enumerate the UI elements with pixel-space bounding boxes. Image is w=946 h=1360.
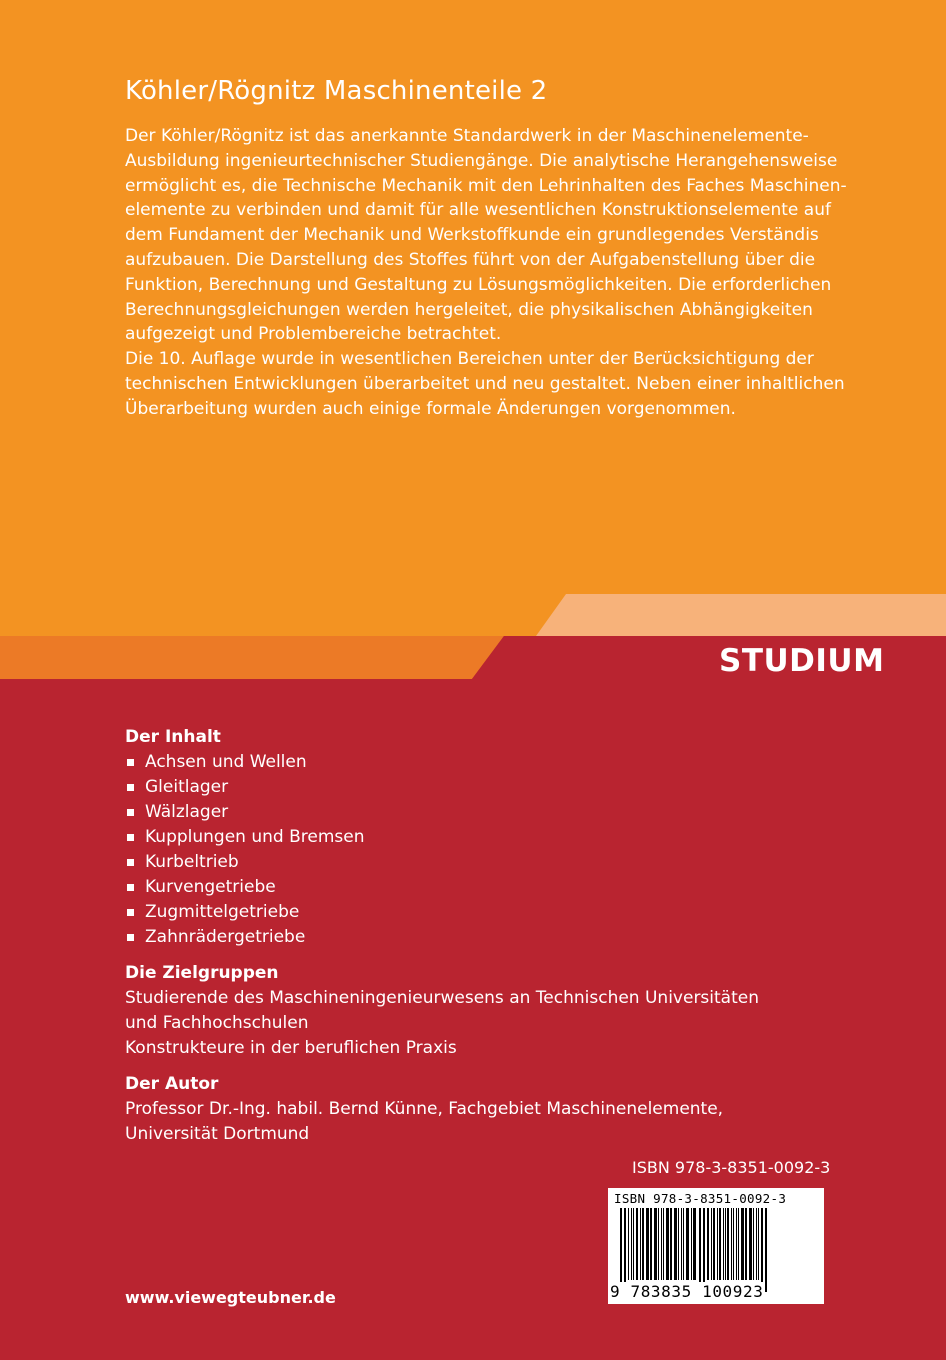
blurb-line: ermöglicht es, die Technische Mechanik mit den Lehrinhalten des Faches Maschinen- — [125, 175, 847, 196]
text-line: Konstrukteure in der beruflichen Praxis — [125, 1038, 457, 1058]
barcode-bar — [749, 1208, 752, 1280]
barcode-bar — [674, 1208, 677, 1280]
barcode-bar — [727, 1208, 729, 1280]
barcode-bar — [666, 1208, 669, 1280]
barcode-bar — [628, 1208, 629, 1280]
barcode-bar — [678, 1208, 679, 1280]
barcode-bar — [646, 1208, 649, 1280]
barcode-bar — [640, 1208, 641, 1280]
list-item: Gleitlager — [125, 775, 365, 800]
bullet-square-icon — [127, 759, 134, 766]
bullet-square-icon — [127, 909, 134, 916]
blurb-line: Die 10. Auflage wurde in wesentlichen Bereichen unter der Berücksichtigung der — [125, 349, 814, 370]
barcode-digits: 9 783835 100923 — [610, 1282, 764, 1301]
list-item: Zugmittelgetriebe — [125, 900, 365, 925]
barcode-bar — [633, 1208, 634, 1280]
barcode-bar — [654, 1208, 657, 1280]
barcode-bar — [731, 1208, 732, 1280]
barcode-bar — [661, 1208, 662, 1280]
list-item: Kurvengetriebe — [125, 875, 365, 900]
barcode-bar — [663, 1208, 664, 1280]
bullet-square-icon — [127, 834, 134, 841]
blurb-line: aufgezeigt und Problembereiche betrachtet. — [125, 324, 502, 345]
book-description — [125, 124, 925, 422]
text-line: Professor Dr.-Ing. habil. Bernd Künne, Fachgebiet Maschinenelemente, — [125, 1099, 724, 1119]
barcode-bar — [745, 1208, 747, 1280]
barcode-bar — [713, 1208, 715, 1280]
barcode-bar — [658, 1208, 659, 1280]
barcode-bar — [756, 1208, 757, 1280]
bullet-square-icon — [127, 884, 134, 891]
list-item: Achsen und Wellen — [125, 750, 365, 775]
section-heading: Der Autor — [125, 1074, 219, 1094]
barcode-bar — [691, 1208, 692, 1280]
book-title: Köhler/Rögnitz Maschinenteile 2 — [125, 76, 548, 106]
barcode-bar — [650, 1208, 652, 1280]
section-heading: Die Zielgruppen — [125, 963, 279, 983]
list-item: Kupplungen und Bremsen — [125, 825, 365, 850]
section-inhalt — [125, 725, 365, 950]
barcode-bar — [631, 1208, 632, 1280]
blurb-line: dem Fundament der Mechanik und Werkstoffkunde ein grundlegendes Verständis — [125, 225, 819, 246]
section-autor — [125, 1072, 723, 1147]
barcode-bar — [741, 1208, 744, 1280]
barcode-bar — [699, 1208, 701, 1292]
list-item: Zahnrädergetriebe — [125, 925, 365, 950]
barcode-bar — [758, 1208, 759, 1280]
blurb-line: elemente zu verbinden und damit für alle wesentlichen Konstruktionselemente auf — [125, 200, 831, 221]
bullet-square-icon — [127, 934, 134, 941]
bullet-square-icon — [127, 784, 134, 791]
bullet-square-icon — [127, 859, 134, 866]
barcode-bar — [725, 1208, 726, 1280]
blurb-line: Berechnungsgleichungen werden hergeleitet, die physikalischen Abhängigkeiten — [125, 299, 813, 320]
series-label: STUDIUM — [719, 643, 885, 679]
barcode-bar — [693, 1208, 696, 1280]
barcode-bar — [670, 1208, 672, 1280]
blurb-line: Der Köhler/Rögnitz ist das anerkannte Standardwerk in der Maschinenelemente- — [125, 126, 809, 146]
blurb-line: technischen Entwicklungen überarbeitet und neu gestaltet. Neben einer inhaltlichen — [125, 373, 845, 394]
barcode — [608, 1188, 824, 1304]
bullet-square-icon — [127, 809, 134, 816]
barcode-bar — [719, 1208, 721, 1280]
blurb-line: Ausbildung ingenieurtechnischer Studiengänge. Die analytische Herangehensweise — [125, 150, 838, 171]
text-line: Universität Dortmund — [125, 1124, 310, 1144]
list-item: Kurbeltrieb — [125, 850, 365, 875]
barcode-bar — [733, 1208, 734, 1280]
barcode-bar — [636, 1208, 638, 1280]
barcode-bar — [707, 1208, 709, 1280]
list-item: Wälzlager — [125, 800, 365, 825]
band-orange — [0, 636, 504, 679]
barcode-bar — [686, 1208, 689, 1280]
barcode-bar — [761, 1208, 763, 1292]
barcode-bar — [642, 1208, 644, 1280]
barcode-bar — [765, 1208, 767, 1292]
content-list — [125, 750, 365, 950]
band-peach — [536, 594, 946, 636]
barcode-bar — [711, 1208, 712, 1280]
barcode-bar — [717, 1208, 718, 1280]
blurb-line: Überarbeitung wurden auch einige formale Änderungen vorgenommen. — [125, 398, 736, 419]
blurb-line: Funktion, Berechnung und Gestaltung zu Lösungsmöglichkeiten. Die erforderlichen — [125, 274, 832, 295]
barcode-bar — [753, 1208, 754, 1280]
barcode-bar — [624, 1208, 626, 1292]
blurb-line: aufzubauen. Die Darstellung des Stoffes führt von der Aufgabenstellung über die — [125, 249, 816, 270]
text-line: und Fachhochschulen — [125, 1013, 309, 1033]
barcode-bars-icon — [618, 1208, 816, 1292]
barcode-bar — [736, 1208, 737, 1280]
isbn-number: ISBN 978-3-8351-0092-3 — [632, 1158, 831, 1177]
barcode-bar — [703, 1208, 705, 1292]
text-line: Studierende des Maschineningenieurwesens an Technischen Universitäten — [125, 988, 759, 1008]
barcode-bar — [681, 1208, 682, 1280]
barcode-bar — [723, 1208, 724, 1280]
publisher-website: www.viewegteubner.de — [125, 1288, 336, 1307]
section-heading: Der Inhalt — [125, 727, 221, 747]
barcode-bar — [738, 1208, 739, 1280]
section-zielgruppen — [125, 961, 759, 1061]
barcode-bar — [683, 1208, 684, 1280]
barcode-bar — [620, 1208, 622, 1292]
barcode-isbn-text: ISBN 978-3-8351-0092-3 — [614, 1191, 787, 1206]
